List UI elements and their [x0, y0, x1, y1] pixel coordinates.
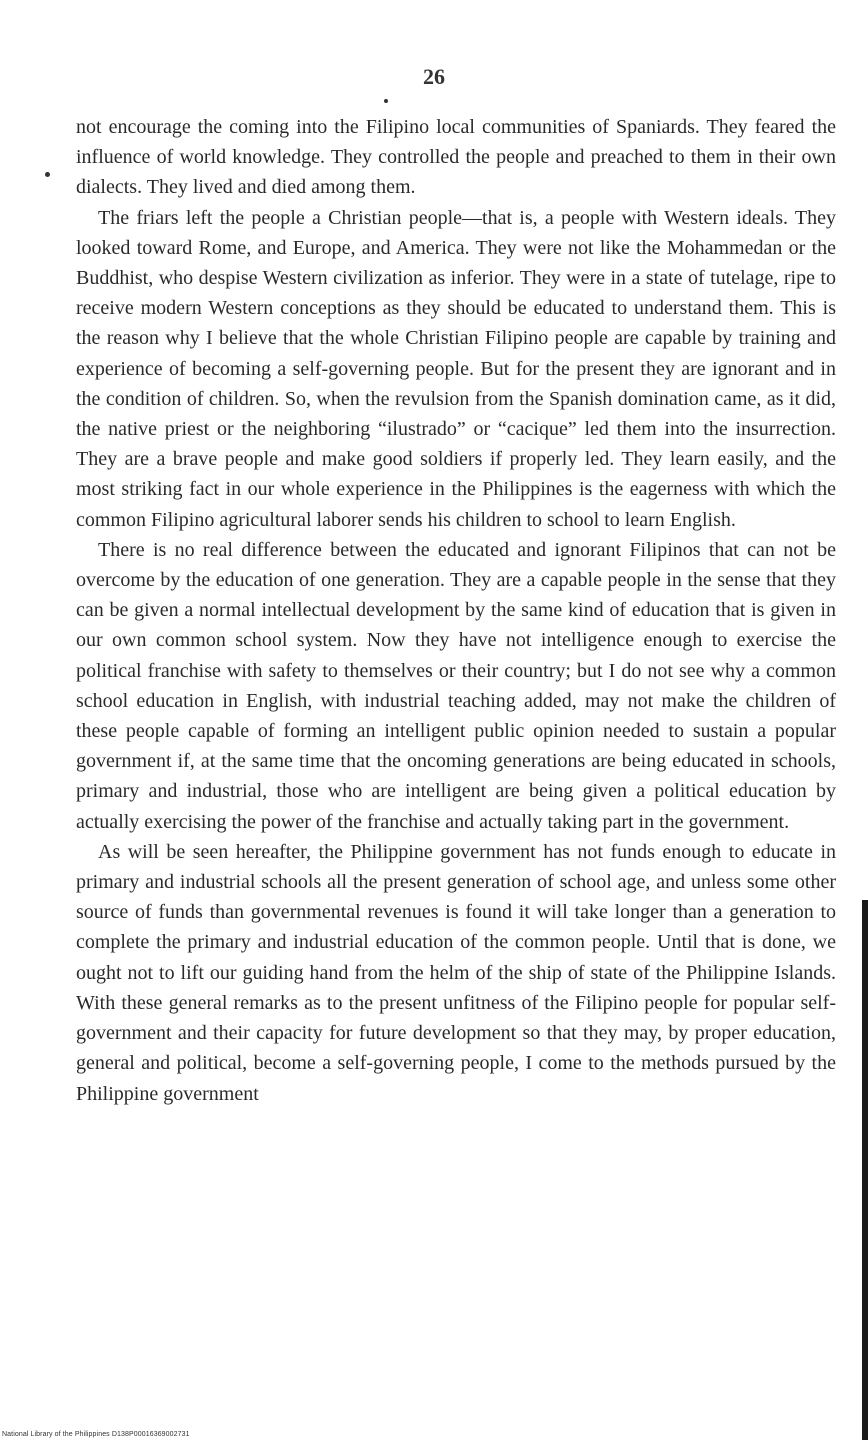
- page-number: 26: [423, 64, 445, 89]
- paragraph-2: The friars left the people a Christian people—that is, a people with Western ideals. They looked toward Rome, and Europe, and America. They were not like the Mohammedan or the Buddhist, who despise Western civilization as inferior. They were in a state of tutelage, ripe to receive modern Western conceptions as they should be educated to understand them. This is the reason why I believe that the whole Christian Filipino people are capable by training and experience of becoming a self-governing people. But for the present they are ignorant and in the condition of children. So, when the revulsion from the Spanish domination came, as it did, the native priest or the neighboring “ilustrado” or “cacique” led them into the insurrection. They are a brave people and make good soldiers if properly led. They learn easily, and the most striking fact in our whole experience in the Philippines is the eagerness with which the common Filipino agricultural laborer sends his children to school to learn English.: [76, 206, 836, 531]
- page-body: [76, 112, 836, 1109]
- footer-attribution: National Library of the Philippines D138P00016369002731: [2, 1431, 190, 1438]
- bullet-mark: [45, 172, 50, 177]
- paragraph-3: There is no real difference between the educated and ignorant Filipinos that can not be overcome by the education of one generation. They are a capable people in the sense that they can be given a normal intellectual development by the same kind of education that is given in our own common school system. Now they have not intelligence enough to exercise the political franchise with safety to themselves or their country; but I do not see why a common school education in English, with industrial teaching added, may not make the children of these people capable of forming an intelligent public opinion needed to sustain a popular government if, at the same time that the oncoming generations are being educated in schools, primary and industrial, those who are intelligent are being given a political education by actually exercising the power of the franchise and actually taking part in the government.: [76, 538, 836, 833]
- speck-mark: [384, 99, 388, 103]
- paragraph-1: not encourage the coming into the Filipino local communities of Spaniards. They feared the influence of world knowledge. They controlled the people and preached to them in their own dialects. They lived and died among them.: [76, 116, 836, 199]
- scan-edge-shadow: [862, 900, 868, 1440]
- paragraph-4: As will be seen hereafter, the Philippine government has not funds enough to educate in primary and industrial schools all the present generation of school age, and unless some other source of funds than governmental revenues is found it will take longer than a generation to complete the primary and industrial education of the common people. Until that is done, we ought not to lift our guiding hand from the helm of the ship of state of the Philippine Islands. With these general remarks as to the present unfitness of the Filipino people for popular self-government and their capacity for future development so that they may, by proper education, general and political, become a self-governing people, I come to the methods pursued by the Philippine government: [76, 840, 836, 1105]
